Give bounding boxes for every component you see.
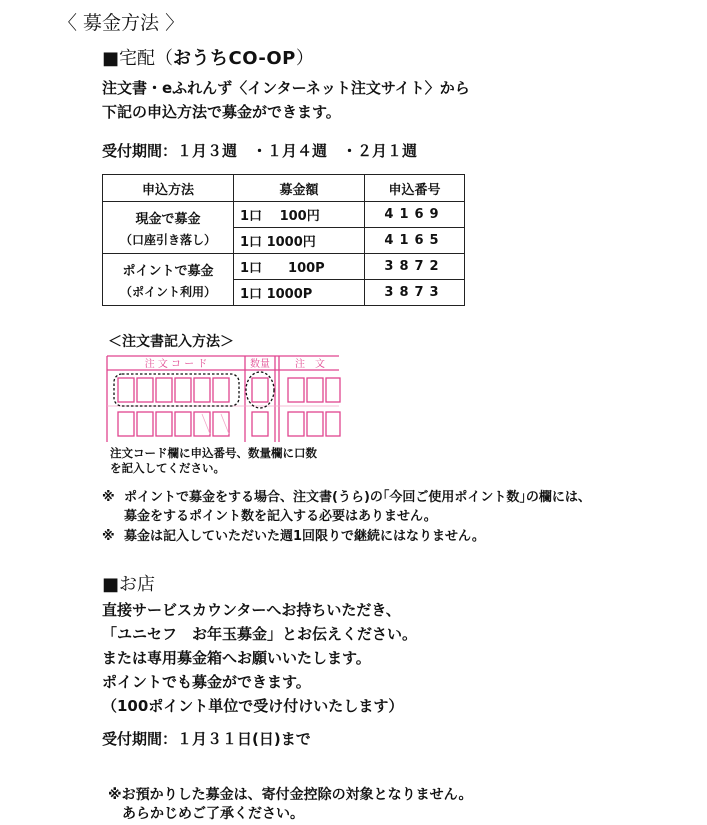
table-row [103,254,465,280]
form-caption-line: を記入してください。 [110,461,225,475]
section-heading: 〈 募金方法 〉 [58,12,185,34]
method-cell [103,202,234,254]
form-caption [110,446,317,476]
amount-cell: 1口 1000P [234,280,365,306]
note-line: ポイントで募金をする場合、注文書(うら)の｢今回ご使用ポイント数｣の欄には、 [124,490,591,505]
delivery-title-prefix: ■宅配（ [102,48,174,69]
amount-cell: 1口 100P [234,254,365,280]
store-title: ■お店 [102,574,156,595]
amount-cell: 1口 100円 [234,202,365,228]
delivery-line: 注文書・eふれんず〈インターネット注文サイト〉から [102,79,470,97]
store-line: （100ポイント単位で受け付けいたします） [102,697,404,715]
method-sub-label: （口座引き落し） [119,232,216,247]
store-line: または専用募金箱へお願いいたします。 [102,649,371,667]
amount-cell: 1口 1000円 [234,228,365,254]
note-once [102,527,485,546]
store-period: 受付期間：１月３１日(日)まで [102,730,311,748]
note-line: 募金をするポイント数を記入する必要はありません。 [124,509,437,524]
code-cell: 4165 [365,228,465,254]
note-points [102,488,591,526]
store-line: ポイントでも募金ができます。 [102,673,311,691]
method-label: 現金で募金 [135,211,201,227]
form-header-qty: 数量 [250,359,270,370]
method-table [102,174,465,306]
method-label: ポイントで募金 [122,263,214,279]
delivery-title-suffix: ） [295,48,314,69]
form-header-order: 注 文 [295,359,325,370]
method-sub-label: （ポイント利用） [119,284,216,299]
method-cell [103,254,234,306]
footer-note [108,786,472,824]
form-instructions-title: ＜注文書記入方法＞ [108,334,234,350]
brand-logo-text: おうちCO-OP [173,48,296,69]
code-cell: 4169 [365,202,465,228]
delivery-description [102,76,470,124]
form-caption-line: 注文コード欄に申込番号、数量欄に口数 [110,446,317,460]
note-mark: ※ [102,490,115,505]
footer-line: ※お預かりした募金は、寄付金控除の対象となりません。 [108,787,473,803]
store-description [102,598,417,718]
footer-line: あらかじめご了承ください。 [108,806,304,822]
header-amount: 募金額 [234,175,365,202]
header-method: 申込方法 [103,175,234,202]
store-line: 「ユニセフ お年玉募金」とお伝えください。 [102,625,418,643]
delivery-period: 受付期間：１月３週 ・１月４週 ・２月１週 [102,142,418,160]
delivery-line: 下記の申込方法で募金ができます。 [102,103,341,121]
order-form-illustration [105,354,341,444]
delivery-title [102,44,314,70]
note-mark: ※ [102,529,115,544]
code-cell: 3873 [365,280,465,306]
table-header-row [103,175,465,202]
table-row [103,202,465,228]
code-cell: 3872 [365,254,465,280]
store-line: 直接サービスカウンターへお持ちいただき、 [102,601,401,619]
form-header-code: 注 文 コ ー ド [144,359,208,370]
header-code: 申込番号 [365,175,465,202]
note-line: 募金は記入していただいた週1回限りで継続にはなりません。 [124,529,485,544]
